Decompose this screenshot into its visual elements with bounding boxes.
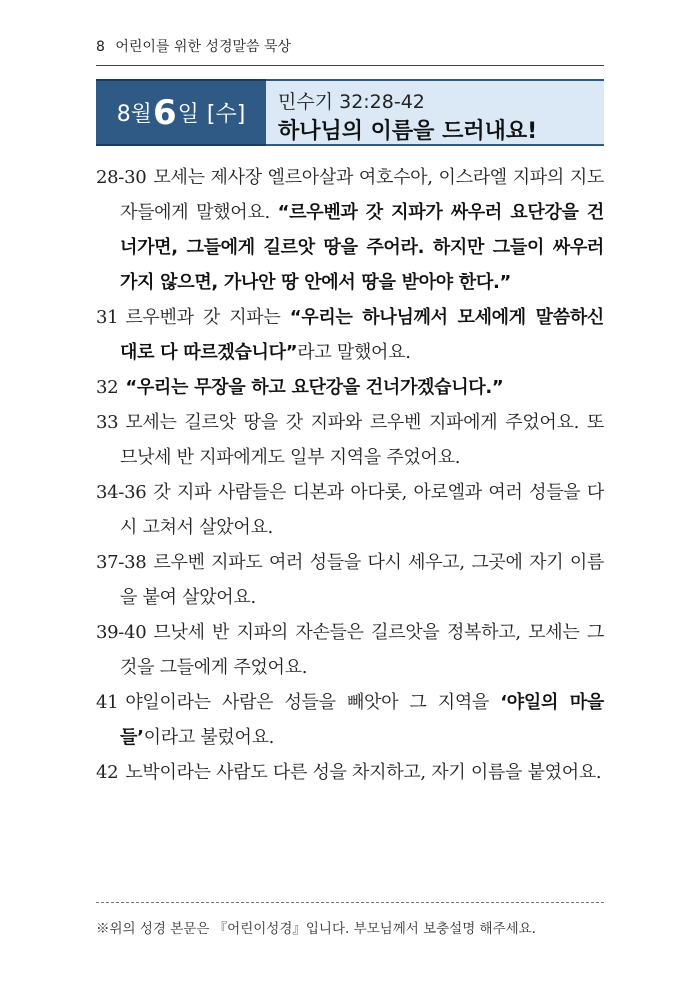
verse-highlight: “르우벤과 갓 지파가 싸우러 요단강을 건너가면, 그들에게 길르앗 땅을 주어라. 하지만 그들이 싸우러 가지 않으면, 가나안 땅 안에서 땅을 받아야 한다.” <box>120 202 605 293</box>
verse-number: 37-38 <box>96 552 147 573</box>
date-weekday: [수] <box>206 102 246 127</box>
verse <box>96 300 604 370</box>
verse-number: 39-40 <box>96 622 147 643</box>
verse <box>96 685 604 755</box>
verse-text: 갓 지파 사람들은 디본과 아다롯, 아로엘과 여러 성들을 다시 고쳐서 살았어요. <box>120 482 604 538</box>
verse-number: 32 <box>96 377 119 398</box>
verse-text: 야일이라는 사람은 성들을 빼앗아 그 지역을 <box>125 692 501 713</box>
verse-list <box>96 160 604 790</box>
verse-number: 33 <box>96 412 119 433</box>
verse <box>96 160 604 300</box>
verse-text: 모세는 제사장 엘르아살과 여호수아, 이스라엘 지파의 지도자들에게 말했어요. <box>120 167 604 223</box>
verse-text: 르우벤과 갓 지파는 <box>125 307 290 328</box>
verse <box>96 475 604 545</box>
verse-text: 르우벤 지파도 여러 성들을 다시 세우고, 그곳에 자기 이름을 붙여 살았어요. <box>120 552 604 608</box>
verse-number: 41 <box>96 692 119 713</box>
verse <box>96 370 604 405</box>
scripture-reference: 민수기 32:28-42 <box>278 91 425 113</box>
header-divider <box>96 65 604 66</box>
verse <box>96 615 604 685</box>
page-number: 8 <box>96 39 105 55</box>
verse-highlight: “우리는 하나님께서 모세에게 말씀하신 대로 다 따르겠습니다” <box>120 307 604 363</box>
verse <box>96 545 604 615</box>
date-day: 6 <box>152 92 177 133</box>
verse <box>96 755 604 790</box>
date-month: 8월 <box>116 102 152 127</box>
verse-number: 42 <box>96 762 119 783</box>
verse <box>96 405 604 475</box>
verse-highlight: ‘야일의 마을들’ <box>120 692 604 748</box>
footer-divider <box>96 902 604 903</box>
title-banner <box>266 79 604 146</box>
book-title: 어린이를 위한 성경말씀 묵상 <box>115 39 292 55</box>
verse-number: 28-30 <box>96 167 147 188</box>
verse-number: 31 <box>96 307 119 328</box>
date-badge <box>96 79 266 146</box>
date-day-suffix: 일 <box>177 102 199 127</box>
verse-highlight: “우리는 무장을 하고 요단강을 건너가겠습니다.” <box>125 377 504 398</box>
verse-text: 라고 말했어요. <box>297 342 411 363</box>
verse-number: 34-36 <box>96 482 147 503</box>
verse-text: 이라고 불렀어요. <box>143 727 275 748</box>
verse-text: 모세는 길르앗 땅을 갓 지파와 르우벤 지파에게 주었어요. 또 므낫세 반 지파에게도 일부 지역을 주었어요. <box>120 412 604 468</box>
footnote: ※위의 성경 본문은 『어린이성경』입니다. 부모님께서 보충설명 해주세요. <box>96 921 536 937</box>
running-header <box>96 36 291 56</box>
verse-text: 므낫세 반 지파의 자손들은 길르앗을 정복하고, 모세는 그것을 그들에게 주었어요. <box>120 622 604 678</box>
verse-text: 노박이라는 사람도 다른 성을 차지하고, 자기 이름을 붙였어요. <box>125 762 602 783</box>
page-heading: 하나님의 이름을 드러내요! <box>278 119 538 144</box>
